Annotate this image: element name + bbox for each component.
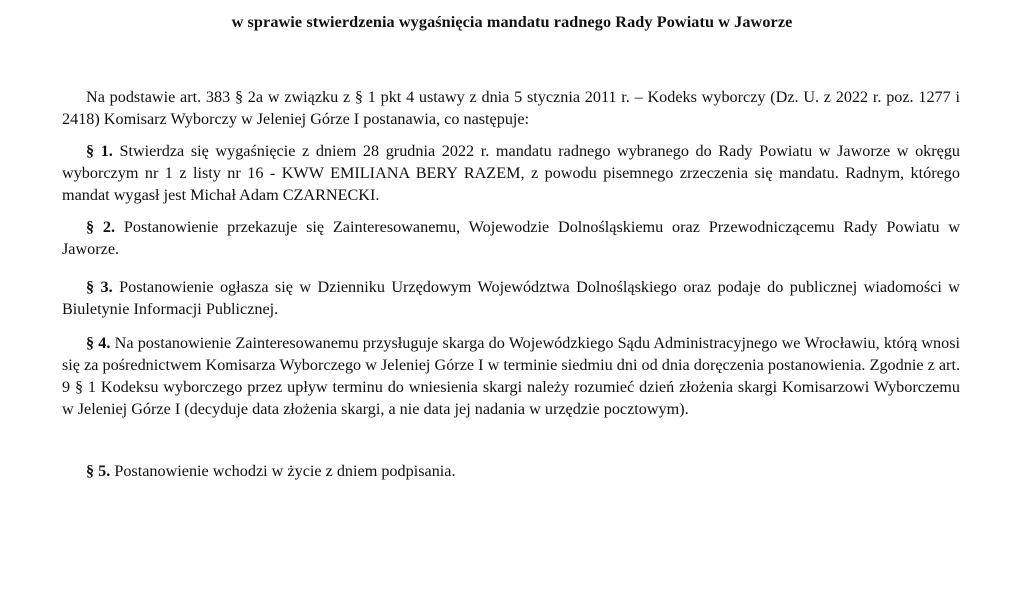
section-4-label: § 4.	[86, 334, 111, 352]
section-5-text: Postanowienie wchodzi w życie z dniem podpisania.	[114, 462, 456, 480]
intro-paragraph: Na podstawie art. 383 § 2a w związku z § 1 pkt 4 ustawy z dnia 5 stycznia 2011 r. – Kodeks wyborczy (Dz. U. z 2022 r. poz. 1277 i 2418) Komisarz Wyborczy w Jeleniej Górze I postanawia, co następuje:	[62, 88, 960, 128]
section-3	[62, 276, 960, 320]
section-2	[62, 216, 960, 260]
section-3-text: Postanowienie ogłasza się w Dzienniku Urzędowym Województwa Dolnośląskiego oraz podaje do publicznej wiadomości w Biuletynie Informacji Publicznej.	[62, 278, 960, 318]
section-4-text: Na postanowienie Zainteresowanemu przysługuje skarga do Wojewódzkiego Sądu Administracyjnego we Wrocławiu, którą wnosi się za pośrednictwem Komisarza Wyborczego w Jeleniej Górze I w terminie siedmiu dni od dnia doręczenia postanowienia. Zgodnie z art. 9 § 1 Kodeksu wyborczego przez upływ terminu do wniesienia skargi należy rozumieć dzień złożenia skargi Komisarzowi Wyborczemu w Jeleniej Górze I (decyduje data złożenia skargi, a nie data jej nadania w urzędzie pocztowym).	[62, 334, 961, 418]
section-5-label: § 5.	[86, 462, 111, 480]
section-5	[62, 460, 960, 482]
section-1-label: § 1.	[86, 142, 113, 160]
section-2-label: § 2.	[86, 218, 116, 236]
section-1-text: Stwierdza się wygaśnięcie z dniem 28 grudnia 2022 r. mandatu radnego wybranego do Rady Powiatu w Jaworze w okręgu wyborczym nr 1 z listy nr 16 - KWW EMILIANA BERY RAZEM, z powodu pisemnego zrzeczenia się mandatu. Radnym, którego mandat wygasł jest Michał Adam CZARNECKI.	[62, 142, 961, 204]
section-4	[62, 332, 960, 420]
document-title: w sprawie stwierdzenia wygaśnięcia mandatu radnego Rady Powiatu w Jaworze	[231, 13, 793, 31]
section-1	[62, 140, 960, 206]
section-2-text: Postanowienie przekazuje się Zainteresowanemu, Wojewodzie Dolnośląskiemu oraz Przewodniczącemu Rady Powiatu w Jaworze.	[62, 218, 961, 258]
section-3-label: § 3.	[86, 278, 113, 296]
